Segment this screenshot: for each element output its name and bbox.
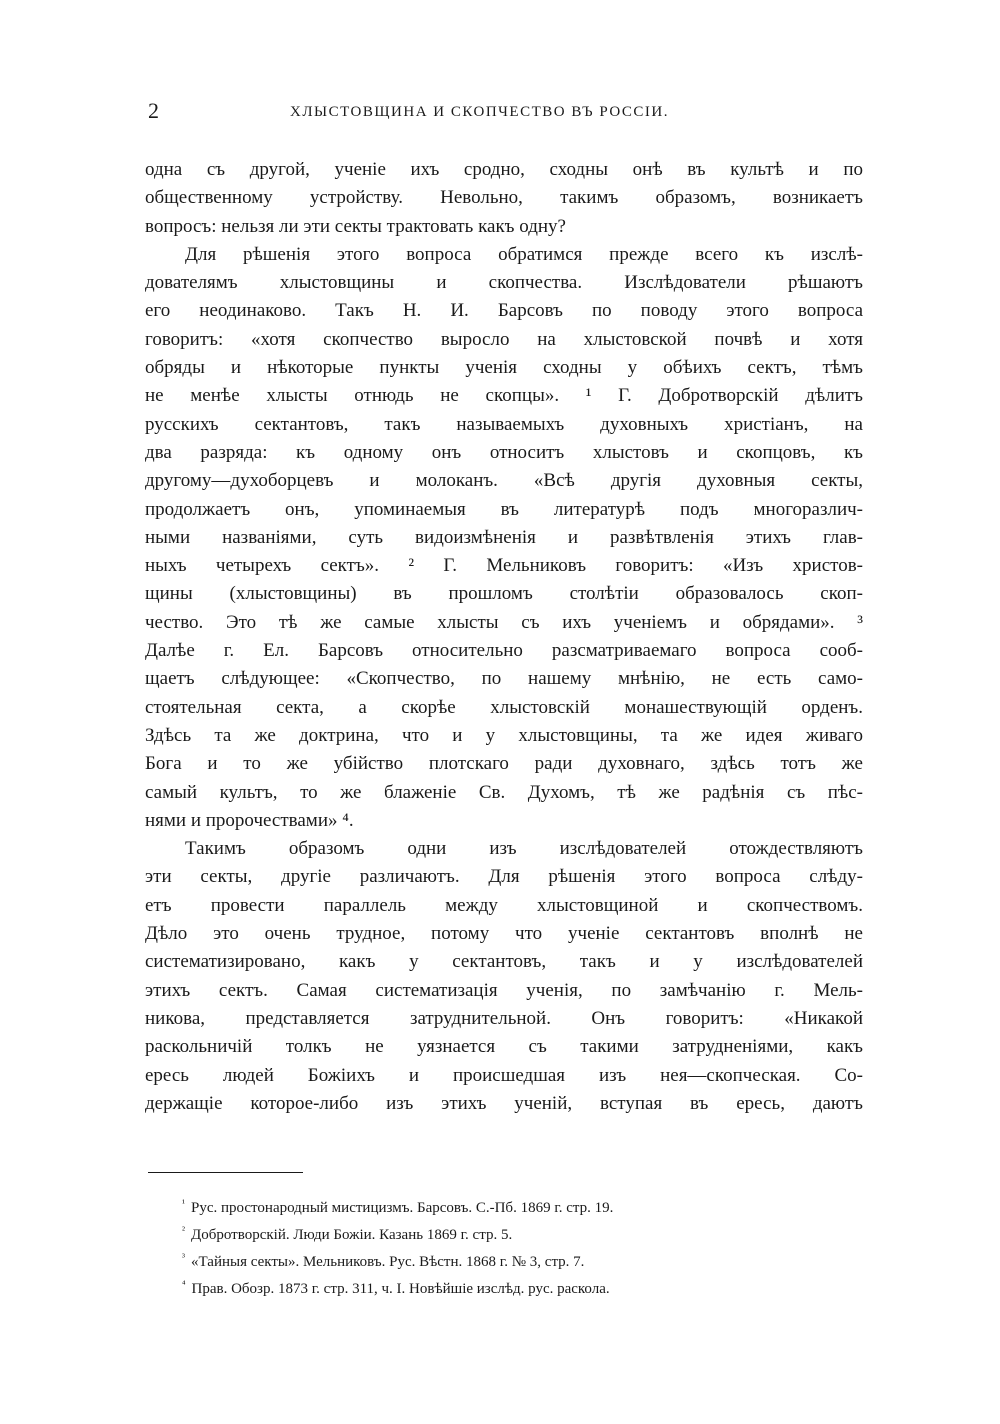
text-line: эти секты, другіе различаютъ. Для рѣшенія этого вопроса слѣду- bbox=[145, 866, 863, 888]
text-line: продолжаетъ онъ, упоминаемыя въ литературѣ подъ многоразлич- bbox=[145, 498, 863, 520]
text-line: Для рѣшенія этого вопроса обратимся прежде всего къ изслѣ- bbox=[185, 243, 863, 265]
text-line: русскихъ сектантовъ, такъ называемыхъ духовныхъ христіанъ, на bbox=[145, 413, 863, 435]
text-line: одна съ другой, ученіе ихъ сродно, сходны онѣ въ культѣ и по bbox=[145, 159, 863, 180]
text-line: ересь людей Божіихъ и происшедшая изъ нея—скопческая. Со- bbox=[145, 1064, 863, 1086]
text-line: общественному устройству. Невольно, такимъ образомъ, возникаетъ bbox=[145, 187, 863, 209]
text-line: дователямъ хлыстовщины и скопчества. Изслѣдователи рѣшаютъ bbox=[145, 272, 863, 294]
text-line: Здѣсь та же доктрина, что и у хлыстовщины, та же идея живаго bbox=[145, 724, 863, 746]
footnote-mark: ² bbox=[182, 1225, 185, 1236]
text-line: етъ провести параллель между хлыстовщиной и скопчествомъ. bbox=[145, 894, 863, 916]
text-line: стоятельная секта, а скорѣе хлыстовскій монашествующій орденъ. bbox=[145, 696, 863, 718]
footnote-mark: ³ bbox=[182, 1252, 185, 1263]
text-line: другому—духоборцевъ и молоканъ. «Всѣ другія духовныя секты, bbox=[145, 470, 863, 492]
text-line: его неодинаково. Такъ Н. И. Барсовъ по поводу этого вопроса bbox=[145, 300, 863, 322]
text-line: чество. Это тѣ же самые хлысты съ ихъ ученіемъ и обрядами». ³ bbox=[145, 611, 863, 633]
footnote-text: Рус. простонародный мистицизмъ. Барсовъ. С.-Пб. 1869 г. стр. 19. bbox=[191, 1200, 614, 1216]
text-line: обряды и нѣкоторые пункты ученія сходны у обѣихъ сектъ, тѣмъ bbox=[145, 357, 863, 379]
footnote bbox=[182, 1190, 842, 1217]
footnote-text: «Тайныя секты». Мельниковъ. Рус. Вѣстн. 1868 г. № 3, стр. 7. bbox=[191, 1254, 585, 1270]
footnote-text: Добротворскій. Люди Божіи. Казань 1869 г. стр. 5. bbox=[191, 1227, 513, 1243]
text-line: никова, представляется затруднительной. Онъ говоритъ: «Никакой bbox=[145, 1007, 863, 1029]
footnote-mark: ⁴ bbox=[182, 1279, 186, 1290]
text-line: нями и пророчествами» ⁴. bbox=[145, 809, 354, 831]
text-line: держащіе которое-либо изъ этихъ ученій, вступая въ ересь, даютъ bbox=[145, 1092, 863, 1114]
footnote bbox=[182, 1271, 842, 1298]
text-line: два разряда: къ одному онъ относитъ хлыстовъ и скопцовъ, къ bbox=[145, 441, 863, 463]
text-line: ныхъ четырехъ сектъ». ² Г. Мельниковъ говоритъ: «Изъ христов- bbox=[145, 555, 863, 577]
footnote bbox=[182, 1244, 842, 1271]
footnote bbox=[182, 1217, 842, 1244]
text-line: этихъ сектъ. Самая систематизація ученія, по замѣчанію г. Мель- bbox=[145, 979, 863, 1001]
footnote-text: Прав. Обозр. 1873 г. стр. 311, ч. I. Новѣйшіе изслѣд. рус. раскола. bbox=[191, 1281, 610, 1297]
running-head: ХЛЫСТОВЩИНА И СКОПЧЕСТВО ВЪ РОССІИ. bbox=[290, 104, 669, 120]
text-line: ными названіями, суть видоизмѣненія и развѣтвленія этихъ глав- bbox=[145, 526, 863, 548]
text-line: раскольничій толкъ не уязнается съ такими затрудненіями, какъ bbox=[145, 1036, 863, 1058]
text-line: щины (хлыстовщины) въ прошломъ столѣтіи образовалось скоп- bbox=[145, 583, 863, 605]
text-line: Дѣло это очень трудное, потому что ученіе сектантовъ вполнѣ не bbox=[145, 923, 863, 945]
text-line: вопросъ: нельзя ли эти секты трактовать какъ одну? bbox=[145, 215, 566, 237]
text-line: Бога и то же убійство плотскаго ради духовнаго, здѣсь тотъ же bbox=[145, 753, 863, 775]
text-line: щаетъ слѣдующее: «Скопчество, по нашему мнѣнію, не есть само- bbox=[145, 668, 863, 690]
text-line: говоритъ: «хотя скопчество выросло на хлыстовской почвѣ и хотя bbox=[145, 328, 863, 350]
text-line: не менѣе хлысты отнюдь не скопцы». ¹ Г. Добротворскій дѣлитъ bbox=[145, 385, 863, 407]
text-line: Далѣе г. Ел. Барсовъ относительно разсматриваемаго вопроса сооб- bbox=[145, 640, 863, 662]
text-line: самый культъ, то же блаженіе Св. Духомъ, тѣ же радѣнія съ пѣс- bbox=[145, 781, 863, 803]
text-line: систематизировано, какъ у сектантовъ, такъ и у изслѣдователей bbox=[145, 951, 863, 973]
footnotes bbox=[182, 1190, 842, 1298]
page-number: 2 bbox=[148, 98, 159, 123]
body-text bbox=[145, 156, 863, 1118]
footnote-mark: ¹ bbox=[182, 1198, 185, 1209]
footnote-divider bbox=[148, 1172, 303, 1173]
text-line: Такимъ образомъ одни изъ изслѣдователей отождествляютъ bbox=[185, 838, 863, 860]
